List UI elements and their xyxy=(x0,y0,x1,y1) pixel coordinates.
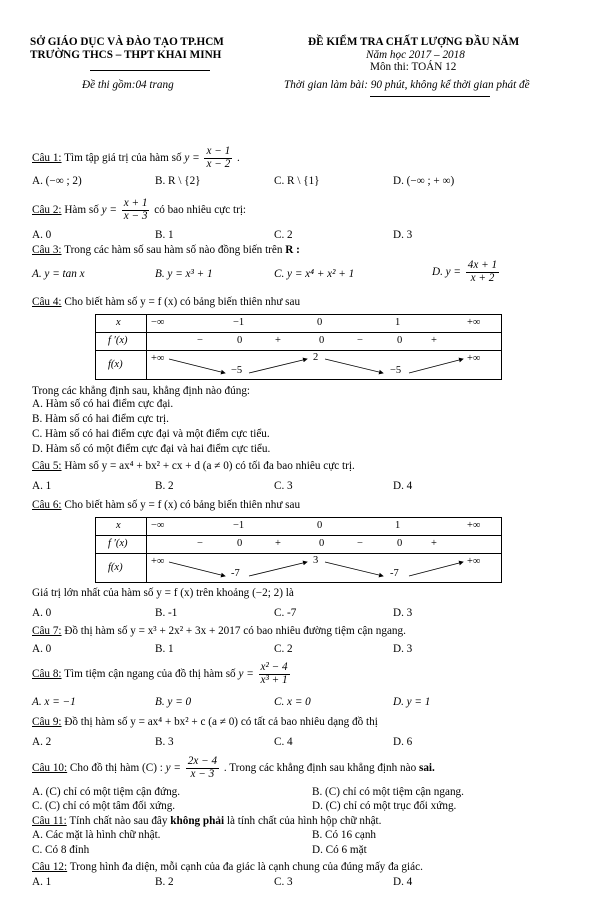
option-d[interactable]: D. 3 xyxy=(393,607,413,619)
variation-table-2 xyxy=(95,517,502,583)
question-4 xyxy=(32,296,300,308)
function-lhs: y = xyxy=(165,761,181,774)
sign: − xyxy=(357,538,363,549)
question-tail: có bao nhiêu cực trị: xyxy=(154,203,247,216)
option-b[interactable]: B. Hàm số có hai điểm cực trị. xyxy=(32,413,169,425)
option-d-label: D. y = xyxy=(432,265,461,278)
option-d[interactable]: D. 4 xyxy=(393,480,413,492)
sign: + xyxy=(431,538,437,549)
question-label: Câu 12: xyxy=(32,861,68,873)
question-bold: không phải xyxy=(170,815,225,827)
question-label: Câu 5: xyxy=(32,460,62,472)
question-text: Cho biết hàm số y = f (x) có bảng biến thiên như sau xyxy=(64,296,301,308)
x-value: 0 xyxy=(317,520,323,531)
option-a[interactable]: A. Các mặt là hình chữ nhật. xyxy=(32,829,161,841)
zero: 0 xyxy=(397,538,403,549)
option-b[interactable]: B. (C) chỉ có một tiệm cận ngang. xyxy=(312,786,464,798)
question-label: Câu 4: xyxy=(32,296,62,308)
sign: − xyxy=(357,335,363,346)
option-d[interactable]: D. y = 1 xyxy=(393,696,431,708)
sign: − xyxy=(197,335,203,346)
question-4-prompt: Trong các khẳng định sau, khẳng định nào đúng: xyxy=(32,385,251,397)
derivative-header: f ′(x) xyxy=(108,335,128,346)
question-label: Câu 6: xyxy=(32,499,62,511)
x-value: +∞ xyxy=(467,520,481,531)
option-c[interactable]: C. x = 0 xyxy=(274,696,311,708)
question-text: Tìm tiệm cận ngang của đồ thị hàm số xyxy=(64,667,236,680)
numerator: x² − 4 xyxy=(260,661,288,673)
x-header: x xyxy=(116,520,121,531)
zero: 0 xyxy=(319,538,325,549)
question-label: Câu 11: xyxy=(32,815,67,827)
variation-arrows xyxy=(147,554,504,582)
sign: + xyxy=(431,335,437,346)
question-text: Trong hình đa diện, mỗi cạnh của đa giác là cạnh chung của đúng mấy đa giác. xyxy=(69,861,423,873)
numerator: 4x + 1 xyxy=(467,259,498,271)
option-d[interactable]: D. Hàm số có một điểm cực đại và hai điểm cực tiểu. xyxy=(32,443,271,455)
x-value: −1 xyxy=(233,520,245,531)
variation-table-1 xyxy=(95,314,502,380)
option-c[interactable]: C. -7 xyxy=(274,607,297,619)
header-divider-right xyxy=(370,96,490,97)
option-d[interactable]: D. (−∞ ; + ∞) xyxy=(393,175,455,187)
derivative-row xyxy=(147,333,501,350)
option-d[interactable]: D. Có 6 mặt xyxy=(312,844,367,856)
question-label: Câu 10: xyxy=(32,761,68,774)
question-text: Tìm tập giá trị của hàm số xyxy=(64,151,182,164)
option-a[interactable]: A. 1 xyxy=(32,480,52,492)
question-text: Cho đồ thị hàm (C) : xyxy=(69,761,163,774)
option-b[interactable]: B. y = 0 xyxy=(155,696,192,708)
question-6-prompt: Giá trị lớn nhất của hàm số y = f (x) trên khoảng (−2; 2) là xyxy=(32,587,294,599)
zero: 0 xyxy=(397,335,403,346)
option-b[interactable]: B. y = x³ + 1 xyxy=(155,268,213,280)
question-text: Tính chất nào sau đây xyxy=(69,815,168,827)
question-text: Đồ thị hàm số y = ax⁴ + bx² + c (a ≠ 0) có tất cả bao nhiêu dạng đồ thị xyxy=(64,716,378,728)
option-c[interactable]: C. 2 xyxy=(274,229,293,241)
option-c[interactable]: C. 2 xyxy=(274,643,293,655)
zero: 0 xyxy=(237,538,243,549)
function-row xyxy=(147,554,501,582)
school-name: TRƯỜNG THCS – THPT KHAI MINH xyxy=(30,49,222,61)
option-a[interactable]: A. x = −1 xyxy=(32,696,76,708)
fraction xyxy=(259,662,290,687)
question-text: Hàm số y = ax⁴ + bx² + cx + d (a ≠ 0) có tối đa bao nhiêu cực trị. xyxy=(64,460,355,472)
fraction xyxy=(186,756,219,781)
exam-duration: Thời gian làm bài: 90 phút, không kể thời gian phát đề xyxy=(284,79,530,91)
option-c[interactable]: C. 3 xyxy=(274,876,293,888)
option-b[interactable]: B. 1 xyxy=(155,643,174,655)
option-b[interactable]: B. R \ {2} xyxy=(155,175,201,187)
numerator: x + 1 xyxy=(123,197,148,209)
f-value: -7 xyxy=(231,568,240,579)
f-value: +∞ xyxy=(467,556,481,567)
function-lhs: y = xyxy=(101,203,117,216)
denominator: x − 3 xyxy=(190,767,215,780)
f-value: 2 xyxy=(313,352,319,363)
sign: − xyxy=(197,538,203,549)
option-c[interactable]: C. Hàm số có hai điểm cực đại và một điểm cực tiểu. xyxy=(32,428,270,440)
question-bold: R : xyxy=(285,244,300,256)
option-b[interactable]: B. Có 16 cạnh xyxy=(312,829,377,841)
denominator: x − 2 xyxy=(206,157,231,170)
sign: + xyxy=(275,335,281,346)
option-d[interactable]: D. 4 xyxy=(393,876,413,888)
question-label: Câu 1: xyxy=(32,151,62,164)
x-value: +∞ xyxy=(467,317,481,328)
x-values-row xyxy=(147,315,501,332)
fraction xyxy=(122,198,150,223)
option-c[interactable]: C. 4 xyxy=(274,736,293,748)
question-tail: . Trong các khẳng định sau khẳng định nào xyxy=(223,761,417,774)
numerator: 2x − 4 xyxy=(187,755,218,767)
function-lhs: y = xyxy=(238,667,254,680)
f-value: +∞ xyxy=(151,556,165,567)
option-d[interactable]: D. 3 xyxy=(393,643,413,655)
fraction xyxy=(466,260,499,285)
question-bold: sai. xyxy=(418,761,435,774)
option-b[interactable]: B. 3 xyxy=(155,736,174,748)
department-name: SỞ GIÁO DỤC VÀ ĐÀO TẠO TP.HCM xyxy=(30,36,224,48)
option-c[interactable]: C. 3 xyxy=(274,480,293,492)
option-a[interactable]: A. 0 xyxy=(32,229,52,241)
question-text: Đồ thị hàm số y = x³ + 2x² + 3x + 2017 có bao nhiêu đường tiệm cận ngang. xyxy=(64,625,406,637)
function-header: f(x) xyxy=(108,562,123,573)
question-text: Trong các hàm số sau hàm số nào đồng biến trên xyxy=(64,244,283,256)
question-8 xyxy=(32,662,292,687)
x-value: −1 xyxy=(233,317,245,328)
question-label: Câu 2: xyxy=(32,203,62,216)
option-a[interactable]: A. Hàm số có hai điểm cực đại. xyxy=(32,398,174,410)
exam-title: ĐỀ KIỂM TRA CHẤT LƯỢNG ĐẦU NĂM xyxy=(308,36,520,48)
option-a[interactable]: A. 0 xyxy=(32,607,52,619)
numerator: x − 1 xyxy=(206,145,231,157)
function-header: f(x) xyxy=(108,359,123,370)
question-10 xyxy=(32,756,435,781)
option-b[interactable]: B. 1 xyxy=(155,229,174,241)
option-c[interactable]: C. Có 8 đỉnh xyxy=(32,844,90,856)
x-value: 1 xyxy=(395,520,401,531)
f-value: 3 xyxy=(313,555,319,566)
f-value: −5 xyxy=(390,365,402,376)
x-value: 0 xyxy=(317,317,323,328)
x-header: x xyxy=(116,317,121,328)
f-value: +∞ xyxy=(151,353,165,364)
option-d[interactable]: D. 3 xyxy=(393,229,413,241)
option-b[interactable]: B. 2 xyxy=(155,876,174,888)
subject: Môn thi: TOÁN 12 xyxy=(370,61,457,73)
option-a[interactable]: A. (C) chỉ có một tiệm cận đứng. xyxy=(32,786,181,798)
question-9 xyxy=(32,716,378,728)
question-2 xyxy=(32,198,246,223)
denominator: x + 2 xyxy=(470,271,495,284)
question-tail: là tính chất của hình hộp chữ nhật. xyxy=(226,815,382,827)
question-label: Câu 7: xyxy=(32,625,62,637)
question-3 xyxy=(32,244,300,256)
question-11 xyxy=(32,815,381,827)
option-a[interactable]: A. (−∞ ; 2) xyxy=(32,175,82,187)
option-a[interactable]: A. 2 xyxy=(32,736,52,748)
f-value: +∞ xyxy=(467,353,481,364)
question-6 xyxy=(32,499,300,511)
option-d[interactable]: D. (C) chỉ có một trục đối xứng. xyxy=(312,800,457,812)
question-1 xyxy=(32,146,240,171)
school-year: Năm học 2017 – 2018 xyxy=(366,49,465,61)
variation-arrows xyxy=(147,351,504,379)
f-value: −5 xyxy=(231,365,243,376)
question-tail: . xyxy=(236,151,240,164)
function-lhs: y = xyxy=(184,151,200,164)
question-text: Cho biết hàm số y = f (x) có bảng biến thiên như sau xyxy=(64,499,301,511)
option-a[interactable]: A. y = tan x xyxy=(32,268,85,280)
derivative-header: f ′(x) xyxy=(108,538,128,549)
option-d[interactable] xyxy=(432,260,501,285)
x-values-row xyxy=(147,518,501,535)
fraction xyxy=(204,146,232,171)
option-a[interactable]: A. 1 xyxy=(32,876,52,888)
question-label: Câu 8: xyxy=(32,667,62,680)
question-12 xyxy=(32,861,423,873)
option-b[interactable]: B. 2 xyxy=(155,480,174,492)
option-c[interactable]: C. y = x⁴ + x² + 1 xyxy=(274,268,355,280)
derivative-row xyxy=(147,536,501,553)
x-value: 1 xyxy=(395,317,401,328)
question-7 xyxy=(32,625,406,637)
page-count: Đề thi gồm:04 trang xyxy=(82,79,174,91)
function-row xyxy=(147,351,501,379)
option-c[interactable]: C. R \ {1} xyxy=(274,175,320,187)
question-label: Câu 3: xyxy=(32,244,62,256)
sign: + xyxy=(275,538,281,549)
question-label: Câu 9: xyxy=(32,716,62,728)
f-value: -7 xyxy=(390,568,399,579)
zero: 0 xyxy=(319,335,325,346)
option-b[interactable]: B. -1 xyxy=(155,607,178,619)
x-value: −∞ xyxy=(151,317,165,328)
denominator: x³ + 1 xyxy=(260,673,288,686)
question-text: Hàm số xyxy=(64,203,99,216)
header-divider-left xyxy=(90,70,210,71)
option-a[interactable]: A. 0 xyxy=(32,643,52,655)
zero: 0 xyxy=(237,335,243,346)
option-d[interactable]: D. 6 xyxy=(393,736,413,748)
denominator: x − 3 xyxy=(123,209,148,222)
option-c[interactable]: C. (C) chỉ có một tâm đối xứng. xyxy=(32,800,176,812)
x-value: −∞ xyxy=(151,520,165,531)
question-5 xyxy=(32,460,355,472)
